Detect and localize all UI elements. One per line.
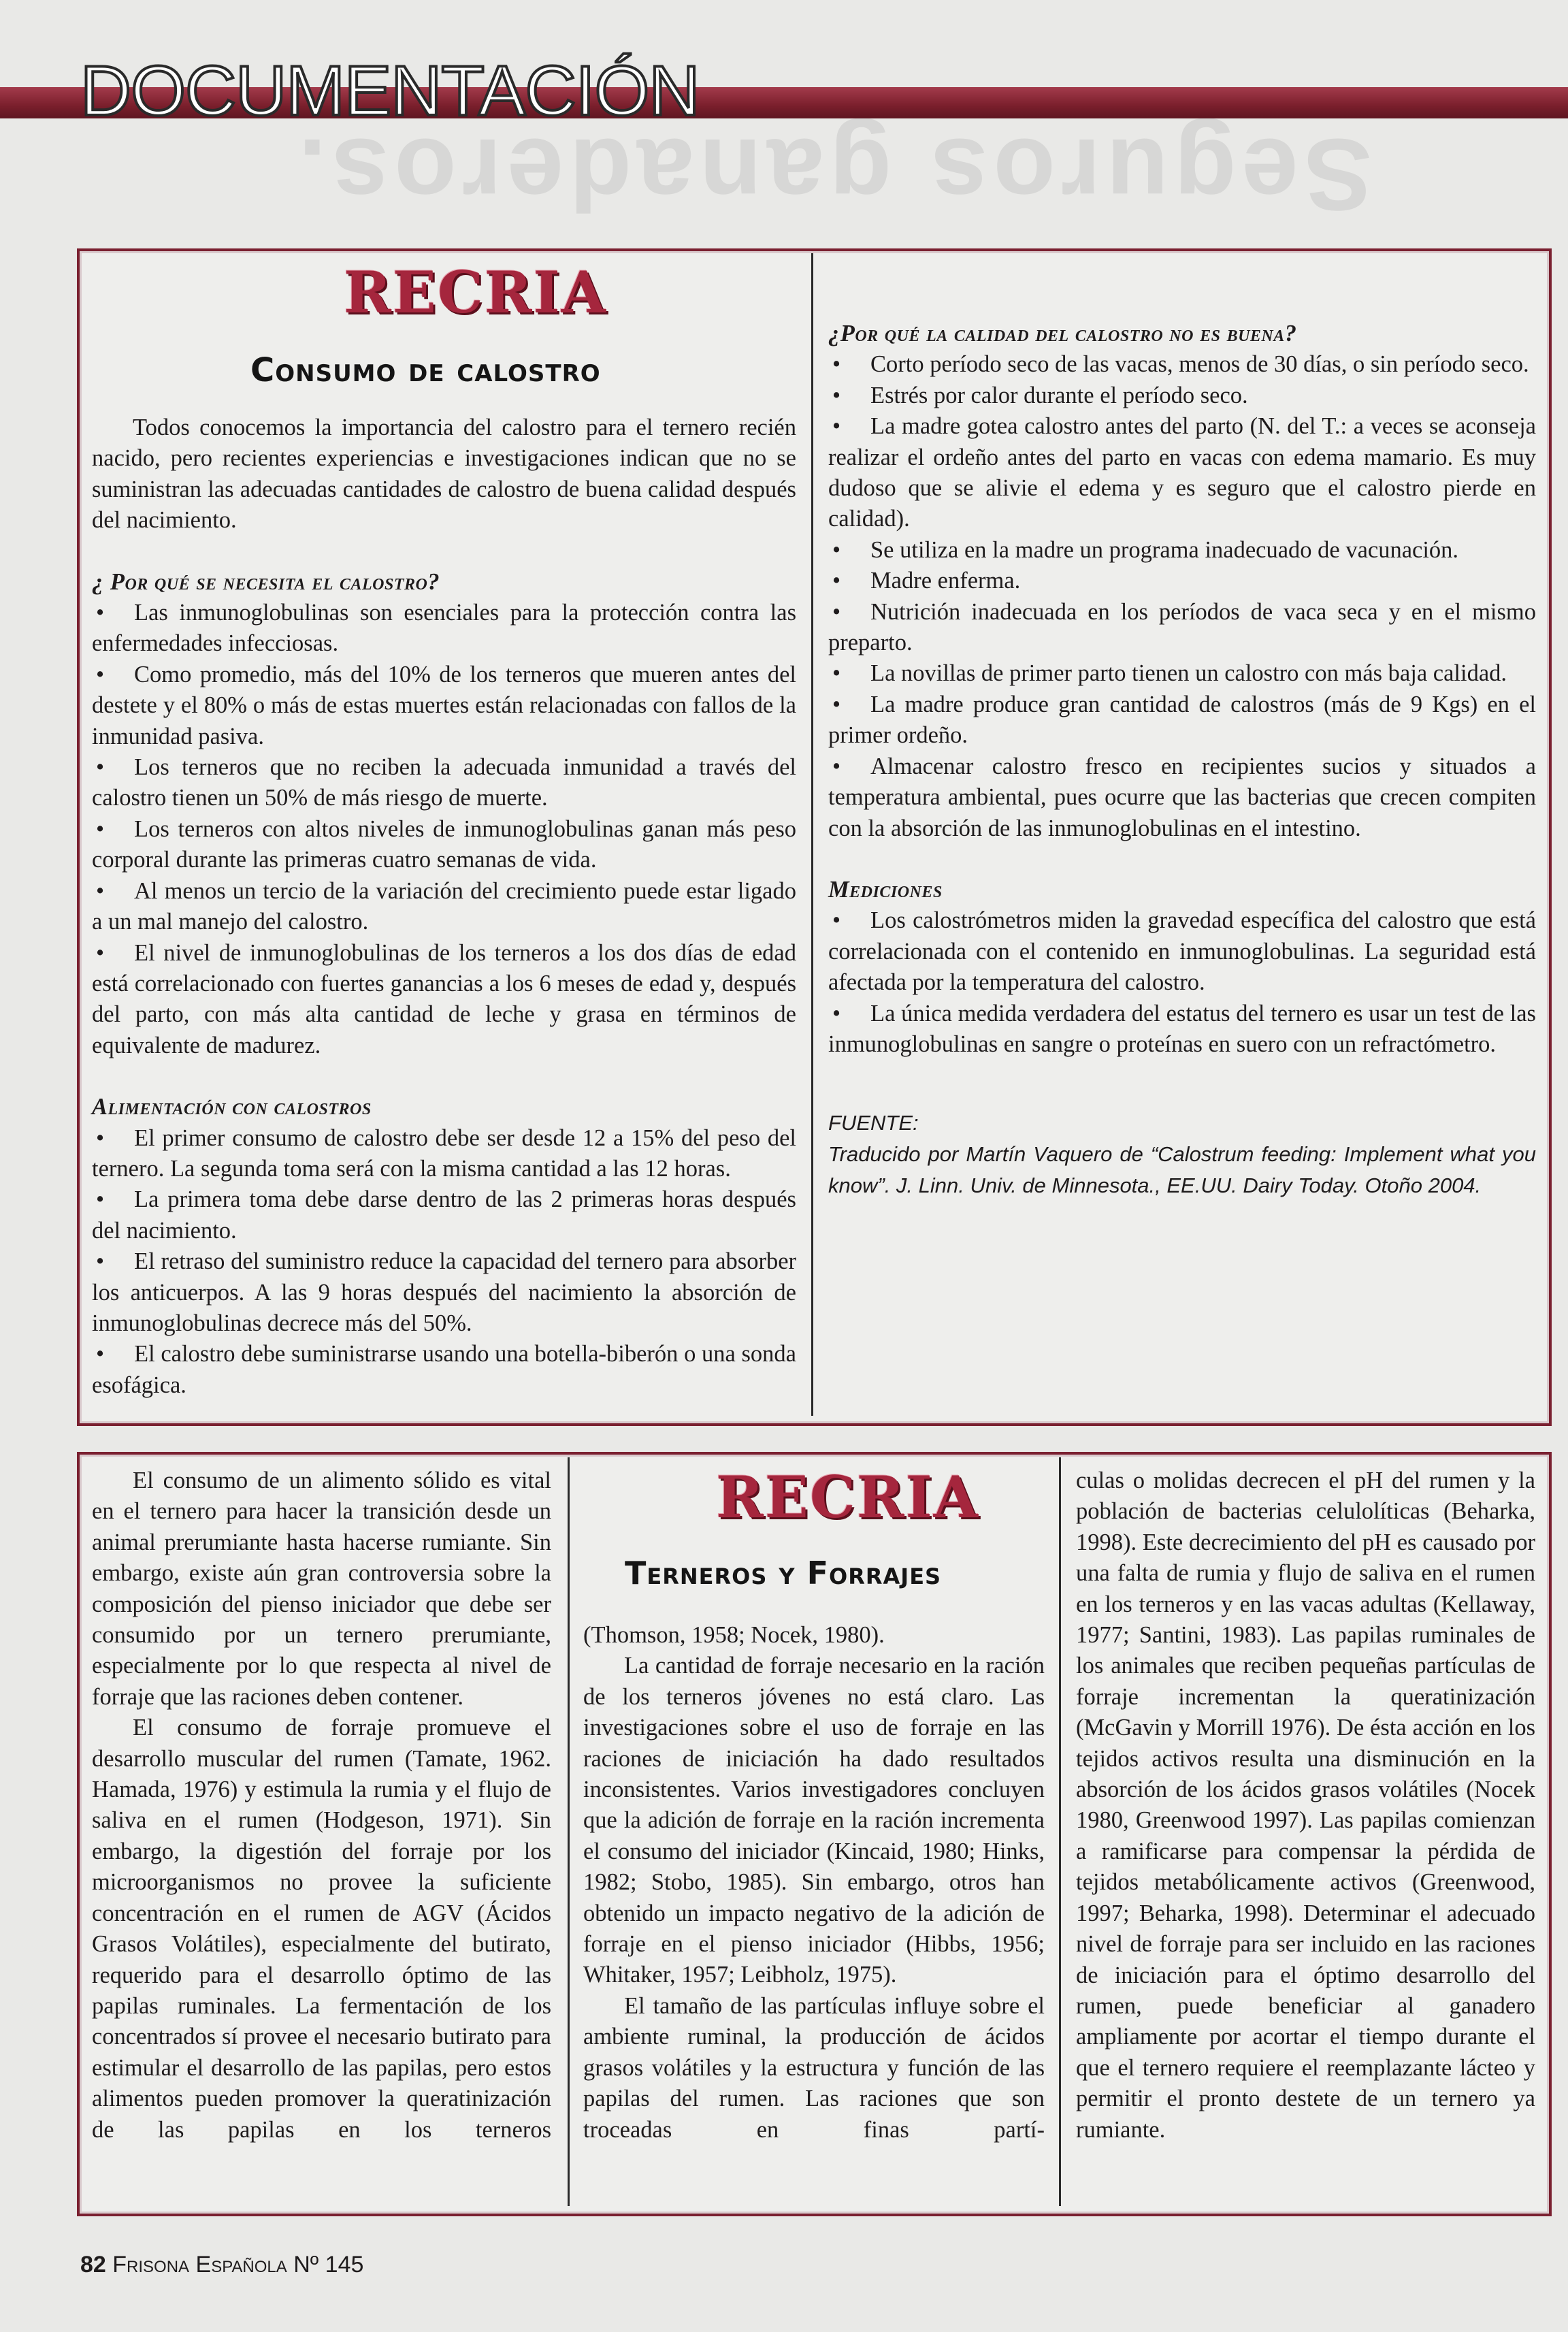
list-item: • Las inmunoglobulinas son esenciales para la protección contra las enfermedades infecciosas. (92, 600, 796, 657)
list-item: • Al menos un tercio de la variación del crecimiento puede estar ligado a un mal manejo del calostro. (92, 877, 796, 935)
list-item: • Corto período seco de las vacas, menos de 30 días, o sin período seco. (832, 351, 1529, 378)
list-item: • La madre gotea calostro antes del parto (N. del T.: a veces se aconseja realizar el ordeño antes del parto en vacas con edema mamario. Es muy dudoso que se alivie el edema y es seguro que el calostro pierde en calidad). (828, 413, 1536, 532)
body-paragraph: (Thomson, 1958; Nocek, 1980). (583, 1622, 885, 1648)
column-divider (568, 1457, 570, 2206)
section-heading: ¿ Por qué se necesita el calostro? (92, 568, 440, 595)
body-paragraph: El consumo de forraje promueve el desarrollo muscular del rumen (Tamate, 1962. Hamada, 1976) y estimula la rumia y el flujo de saliva en el rumen (Hodgeson, 1971). Sin embargo, la digestión del forraje por los microorganismos no provee la suficiente concentración en el rumen de AGV (Ácidos Grasos Volátiles), especialmente del butirato, requerido para el desarrollo óptimo de las papilas ruminales. La fermentación de los concentrados sí provee el necesario butirato para estimular el desarrollo de las papilas, pero estos alimentos pueden promover la queratinización de las papilas en los terneros (92, 1715, 551, 2143)
publication-name: Frisona Española (112, 2252, 287, 2278)
recria-logo: RECRIA (716, 1463, 979, 1531)
article2-column-3 (1076, 1465, 1535, 2145)
body-paragraph: culas o molidas decrecen el pH del rumen y la población de bacterias celulolíticas (Beharka, 1998). Este decrecimiento del pH es causado por una falta de rumia y flujo de saliva en el rumen en los terneros y en las vacas adultas (Kellaway, 1977; Santini, 1983). Las papilas ruminales de los animales que reciben pequeñas partículas de forraje incrementan la queratinización (McGavin y Morrill 1976). De ésta acción en los tejidos activos resulta una disminución en la absorción de los ácidos grasos volátiles (Nocek 1980, Greenwood 1997). Las papilas comienzan a ramificarse para compensar la pérdida de tejidos metabólicamente activos (Greenwood, 1997; Beharka, 1998). Determinar el adecuado nivel de forraje para ser incluido en las raciones de iniciación para el óptimo desarrollo del rumen, puede beneficiar al ganadero ampliamente por acortar el tiempo durante el que el ternero requiere el reemplazante lácteo y permitir el pronto destete de un ternero ya rumiante. (1076, 1468, 1535, 2143)
list-item: • El primer consumo de calostro debe ser desde 12 a 15% del peso del ternero. La segunda toma será con la misma cantidad a las 12 horas. (92, 1124, 796, 1182)
list-item: • La madre produce gran cantidad de calostros (más de 9 Kgs) en el primer ordeño. (828, 691, 1536, 749)
section-heading: Mediciones (828, 876, 943, 903)
source-text: Traducido por Martín Vaquero de “Calostrum feeding: Implement what you know”. J. Linn. Univ. de Minnesota., EE.UU. Dairy Today. Otoño 2004. (828, 1142, 1536, 1198)
article2-column-1 (92, 1465, 551, 2145)
section-title: DOCUMENTACIÓN (80, 52, 700, 131)
article2-column-2 (583, 1620, 1045, 2145)
article-title: Terneros y Forrajes (625, 1555, 942, 1591)
list-item: • Almacenar calostro fresco en recipientes sucios y situados a temperatura ambiental, pues ocurre que las bacterias que crecen compiten con la absorción de las inmunoglobulinas en el intestino. (828, 753, 1536, 841)
list-item: • El calostro debe suministrarse usando una botella-biberón o una sonda esofágica. (92, 1341, 796, 1398)
recria-logo: RECRIA (344, 259, 607, 326)
source-label: FUENTE: (828, 1111, 919, 1135)
section-heading: Alimentación con calostros (92, 1094, 372, 1120)
list-item: • Como promedio, más del 10% de los terneros que mueren antes del destete y el 80% o más de estas muertes están relacionadas con fallos de la inmunidad pasiva. (92, 661, 796, 749)
intro-paragraph: Todos conocemos la importancia del calostro para el ternero recién nacido, pero recientes experiencias e investigaciones indican que no se suministran las adecuadas cantidades de calostro de buena calidad después del nacimiento. (92, 415, 796, 534)
list-item: • Se utiliza en la madre un programa inadecuado de vacunación. (832, 536, 1459, 563)
list-item: • Estrés por calor durante el período seco. (832, 382, 1248, 408)
article-title: Consumo de calostro (250, 351, 601, 389)
body-paragraph: El tamaño de las partículas influye sobre el ambiente ruminal, la producción de ácidos grasos volátiles y la estructura y función de las papilas del rumen. Las raciones que son troceadas en finas partí- (583, 1992, 1045, 2143)
column-divider (811, 253, 813, 1416)
column-divider (1059, 1457, 1061, 2206)
list-item: • La novillas de primer parto tienen un calostro con más baja calidad. (832, 660, 1507, 687)
issue-number: Nº 145 (293, 2252, 364, 2278)
list-item: • El retraso del suministro reduce la capacidad del ternero para absorber los anticuerpos. A las 9 horas después del nacimiento la absorción de inmunoglobulinas decrece más del 50%. (92, 1248, 796, 1336)
list-item: • La única medida verdadera del estatus del ternero es usar un test de las inmunoglobulinas en sangre o proteínas en suero con un refractómetro. (828, 1000, 1536, 1057)
list-item: • El nivel de inmunoglobulinas de los terneros a los dos días de edad está correlacionado con fuertes ganancias a los 6 meses de edad y, después del parto, con más alta cantidad de leche y grasa en términos de equivalente de madurez. (92, 939, 796, 1058)
list-item: • Los terneros con altos niveles de inmunoglobulinas ganan más peso corporal durante las primeras cuatro semanas de vida. (92, 815, 796, 873)
list-item: • Nutrición inadecuada en los períodos de vaca seca y en el mismo preparto. (828, 598, 1536, 656)
ghost-heading: Seguros ganaderos. (293, 118, 1373, 232)
section-heading: ¿Por qué la calidad del calostro no es buena? (828, 321, 1297, 346)
list-item: • La primera toma debe darse dentro de las 2 primeras horas después del nacimiento. (92, 1186, 796, 1244)
list-item: • Madre enferma. (832, 568, 1021, 594)
list-item: • Los calostrómetros miden la gravedad específica del calostro que está correlacionada con el contenido en inmunoglobulinas. La seguridad está afectada por la temperatura del calostro. (828, 907, 1536, 996)
page-number: 82 (80, 2252, 106, 2278)
body-paragraph: El consumo de un alimento sólido es vital en el ternero para hacer la transición desde un animal prerumiante hasta hacerse rumiante. Sin embargo, existe aún gran controversia sobre la composición del pienso iniciador que debe ser consumido por un ternero prerumiante, especialmente por lo que respecta al nivel de forraje que las raciones deben contener. (92, 1468, 551, 1710)
article1-left-column (92, 412, 796, 1401)
article1-right-column (828, 257, 1536, 1201)
page-footer (80, 2252, 363, 2278)
list-item: • Los terneros que no reciben la adecuada inmunidad a través del calostro tienen un 50% de más riesgo de muerte. (92, 754, 796, 811)
body-paragraph: La cantidad de forraje necesario en la ración de los terneros jóvenes no está claro. Las investigaciones sobre el uso de forraje en las raciones de iniciación ha dado resultados inconsistentes. Varios investigadores concluyen que la adición de forraje en la ración incrementa el consumo del iniciador (Kincaid, 1980; Hinks, 1982; Stobo, 1985). Sin embargo, otros han obtenido un impacto negativo de la adición de forraje en el pienso iniciador (Hibbs, 1956; Whitaker, 1957; Leibholz, 1975). (583, 1653, 1045, 1988)
